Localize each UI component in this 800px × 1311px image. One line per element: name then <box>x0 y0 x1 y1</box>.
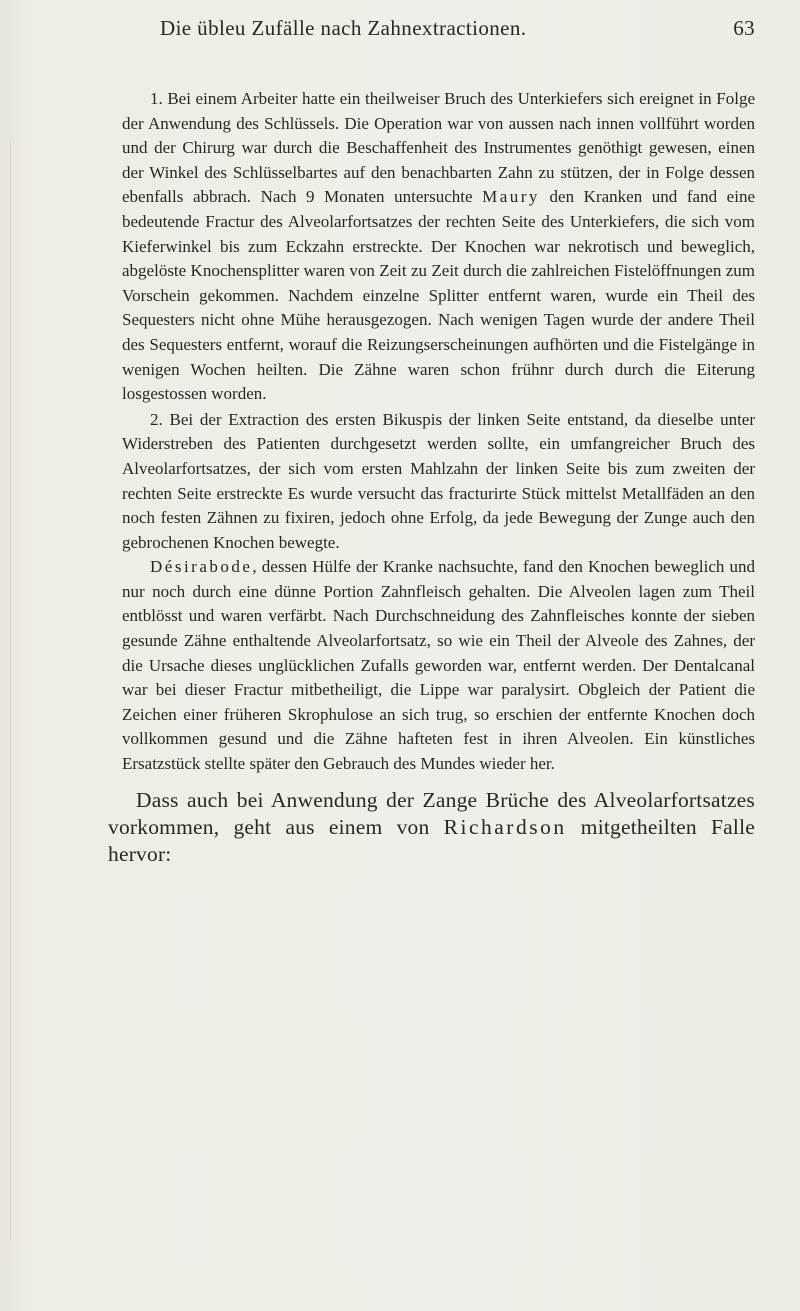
paragraph-2-text: 2. Bei der Extraction des ersten Bikuspis der linken Seite entstand, da dieselbe unter Widerstreben des Patienten durchgesetzt werden sollte, ein umfangreicher Bruch des Alveolarfortsatzes, der sich vom ersten Mahlzahn der linken Seite bis zum zweiten der rechten Seite erstreckte Es wurde versucht das fracturirte Stück mittelst Metallfäden an den noch festen Zähnen zu fixiren, jedoch ohne Erfolg, da jede Bewegung der Zunge auch den gebrochenen Knochen bewegte. <box>122 409 755 552</box>
page-edge-shadow <box>10 140 11 1240</box>
page-number: 63 <box>733 16 755 40</box>
paragraph-3-rest: , dessen Hülfe der Kranke nachsuchte, fand den Knochen beweglich und nur noch durch eine dünne Portion Zahnfleisch gehalten. Die Alveolen lagen zum Theil entblösst und waren verfärbt. Nach Durchschneidung des Zahnfleisches konnte der sieben gesunde Zähne enthaltende Alveolarfortsatz, so wie ein Theil der Alveole des Zahnes, der die Ursache dieses unglücklichen Zufalls geworden war, entfernt werden. Der Dentalcanal war bei dieser Fractur mitbetheiligt, die Lippe war paralysirt. Obgleich der Patient die Zeichen einer früheren Skrophulose an sich trug, so erschien der entfernte Knochen doch vollkommen gesund und die Zähne hafteten fest in ihren Alveolen. Ein künstliches Ersatzstück stellte später den Gebrauch des Mundes wieder her. <box>122 557 755 774</box>
running-title: Die übleu Zufälle nach Zahnextractionen. <box>160 16 527 40</box>
person-name-desirabode: Désirabode <box>150 557 253 577</box>
paragraph-case-1 <box>122 87 755 407</box>
paragraph-1-rest: den Kranken und fand eine bedeutende Fractur des Alveolarfortsatzes der rechten Seite des Unterkiefers, die sich vom Kieferwinkel bis zum Eckzahn erstreckte. Der Knochen war nekrotisch und beweglich, abgelöste Knochensplitter waren von Zeit zu Zeit durch die zahlreichen Fistelöffnungen zum Vorschein gekommen. Nachdem einzelne Splitter entfernt waren, wurde ein Theil des Sequesters nicht ohne Mühe herausgezogen. Nach wenigen Tagen wurde der andere Theil des Sequesters entfernt, worauf die Reizungserscheinungen aufhörten und die Fistelgänge in wenigen Wochen heilten. Die Zähne waren schon frühnr durch durch die Eiterung losgestossen worden. <box>122 187 755 404</box>
paragraph-case-2 <box>122 408 755 556</box>
paragraph-1-text: 1. Bei einem Arbeiter hatte ein theilweiser Bruch des Unterkiefers sich ereignet in Folge der Anwendung des Schlüssels. Die Operation war von aussen nach innen vollführt worden und der Chirurg war durch die Beschaffenheit des Instrumentes genöthigt gewesen, einen der Winkel des Schlüsselbartes auf den benachbarten Zahn zu stützen, der in Folge dessen ebenfalls abbrach. Nach 9 Monaten untersuchte <box>122 89 755 207</box>
paragraph-transition <box>108 787 755 868</box>
paragraph-4-rest: mitgetheilten Falle hervor: <box>108 814 755 866</box>
body-text <box>108 87 755 868</box>
person-name-maury: Maury <box>482 187 540 207</box>
paragraph-4-text: Dass auch bei Anwendung der Zange Brüche des Alveolarfortsatzes vorkommen, geht aus einem von <box>108 787 755 839</box>
paragraph-desirabode <box>122 555 755 776</box>
person-name-richardson: Richardson <box>443 814 567 839</box>
